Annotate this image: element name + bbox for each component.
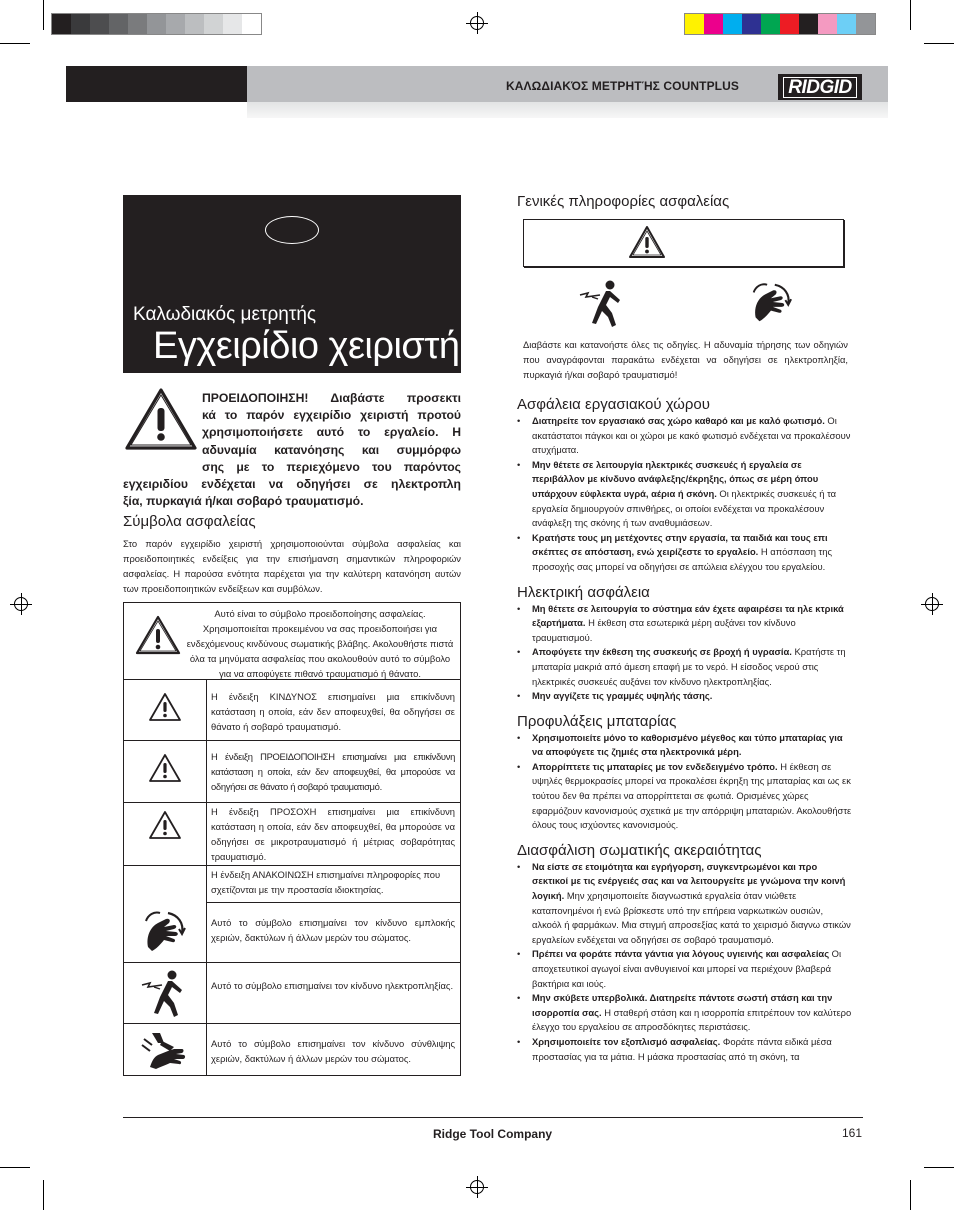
item-bold: Μην θέτετε σε λειτουργία ηλεκτρικές συσκευές ή εργαλεία σε περιβάλλον με κίνδυνο ανάφλεξης/έκρηξης, όπως σε μέρη όπου υπάρχουν εύφλεκτα υγρά, αέρια ή σκόνη. — [532, 458, 819, 499]
color-swatch — [818, 14, 837, 34]
item-bold: Πρέπει να φοράτε πάντα γάντια για λόγους υγιεινής και ασφαλείας — [532, 948, 830, 960]
crop-mark — [43, 0, 44, 30]
color-swatch — [780, 14, 799, 34]
section-heading: Διασφάλιση σωματικής ακεραιότητας — [517, 841, 762, 859]
entanglement-hand-icon — [746, 279, 794, 327]
crop-mark — [0, 43, 30, 44]
section-heading: Ασφάλεια εργασιακού χώρου — [517, 396, 710, 413]
section-list — [517, 860, 852, 1064]
ridgid-logo — [778, 74, 862, 100]
safety-section — [517, 584, 852, 704]
item-bold: Να είστε σε ετοιμότητα και εγρήγορση, συγκεντρωμένοι και προ σεκτικοί με τις ενέργειές σας και να λειτουργείτε με γνώμονα την κοινή λογική. — [532, 860, 846, 902]
danger-triangle-icon — [148, 692, 182, 722]
item-text: Η έκθεση στα εσωτερικά μέρη αυξάνει τον κίνδυνο τραυματισμού. — [532, 617, 796, 643]
color-swatch — [242, 14, 261, 34]
color-swatch — [109, 14, 128, 34]
logo-text: RIDGID — [783, 77, 857, 98]
crush-hand-icon — [138, 1027, 192, 1071]
registration-mark-bottom — [470, 1180, 484, 1194]
crop-mark — [43, 1180, 44, 1210]
header-black-block — [66, 66, 247, 102]
symbol-row-text: Αυτό είναι το σύμβολο προειδοποίησης ασφαλείας. Χρησιμοποιείται προκειμένου να σας προειδοποιήσει για ενδεχόμενους κινδύνους σωματικής βλάβης. Ακολουθήστε πιστά όλα τα μηνύματα ασφαλείας που ακολουθούν αυτό το σύμβολο για να αποφύγετε πιθανό τραυματισμό ή θάνατο. — [186, 608, 454, 679]
item-text: Η σταθερή στάση και η ισορροπία επιτρέπουν τον καλύτερο έλεγχο του εργαλείου σε απροσδόκητες περιστάσεις. — [532, 1006, 852, 1033]
symbols-table — [123, 602, 461, 1076]
item-bold: Διατηρείτε τον εργασιακό σας χώρο καθαρό και με καλό φωτισμό. — [532, 415, 825, 426]
color-swatch — [223, 14, 242, 34]
list-item — [517, 645, 852, 689]
warning-triangle-icon — [124, 386, 198, 452]
footer-rule — [123, 1117, 863, 1118]
item-text: Οι ηλεκτρικές συσκευές ή τα εργαλεία δημιουργούν σπινθήρες, οι οποίοι ενδέχεται να προκαλέσουν ανάφλεξη της σκόνης ή των αναθυμιάσεων. — [532, 487, 837, 529]
color-swatch — [90, 14, 109, 34]
section-list — [517, 602, 852, 704]
color-swatch — [723, 14, 742, 34]
header-shadow — [247, 102, 888, 118]
cover-title: Εγχειρίδιο χειριστή — [153, 325, 460, 367]
safety-section — [517, 713, 852, 833]
symbol-row-text: Η ένδειξη ΠΡΟΣΟΧΗ επισημαίνει μια επικίνδυνη κατάσταση η οποία, εάν δεν αποφευχθεί, θα μπορούσε να οδηγήσει σε μικροτραυματισμό ή μέτριας σοβαρότητας τραυματισμό. — [211, 806, 455, 862]
entanglement-hand-icon — [138, 907, 188, 957]
symbols-heading: Σύμβολα ασφαλείας — [123, 513, 256, 530]
list-item — [517, 731, 852, 760]
color-swatch — [166, 14, 185, 34]
cover-subtitle: Καλωδιακός μετρητής — [133, 304, 317, 325]
warning-triangle-icon — [148, 753, 182, 783]
item-bold: Απορρίπτετε τις μπαταρίες με τον ενδεδειγμένο τρόπο. — [532, 760, 778, 772]
symbol-row-text: Η ένδειξη ΠΡΟΕΙΔΟΠΟΙΗΣΗ επισημαίνει μια επικίνδυνη κατάσταση η οποία, εάν δεν αποφευχθεί, θα μπορούσε να οδηγήσει σε θάνατο ή σοβαρό τραυματισμό. — [211, 751, 455, 792]
color-swatch — [761, 14, 780, 34]
item-bold: Κρατήστε τους μη μετέχοντες στην εργασία, τα παιδιά και τους επι σκέπτες σε απόσταση, ενώ χειρίζεστε το εργαλείο. — [532, 531, 828, 558]
list-item — [517, 689, 852, 704]
crop-mark — [0, 1167, 30, 1168]
item-bold: Χρησιμοποιείτε μόνο το καθορισμένο μέγεθος και τύπο μπαταρίας για να αποφύγετε τις ζημιές στα ηλεκτρονικά μέρη. — [532, 731, 843, 758]
item-text: Μην χρησιμοποιείτε διαγνωστικά εργαλεία όταν νιώθετε καταπονημένοι ή ενώ βρίσκεστε υπό την επήρεια ναρκωτικών ουσιών, αλκοόλ ή φαρμάκων. Μια στιγμή απροσεξίας κατά το χειρισμό διαγνω στικών εργαλείων ενδέχεται να οδηγήσει σε σοβαρό τραυματισμό. — [532, 890, 851, 945]
list-item — [517, 414, 852, 458]
electric-shock-icon — [140, 967, 190, 1019]
registration-mark-left — [14, 597, 28, 611]
section-list — [517, 731, 852, 833]
warning-line: αδυναμία κατανόησης και συμμόρφω — [202, 442, 461, 457]
list-item — [517, 602, 852, 646]
caution-triangle-icon — [148, 810, 182, 840]
item-text: Φοράτε πάντα ειδικά μέσα προστασίας για τα μάτια. Η μάσκα προστασίας από τη σκόνη, τα — [532, 1035, 832, 1062]
electric-shock-icon — [576, 277, 630, 329]
sections-column — [517, 396, 852, 1064]
list-item — [517, 458, 852, 531]
list-item — [517, 947, 852, 991]
safety-section — [517, 842, 852, 1064]
color-swatch — [71, 14, 90, 34]
general-heading: Γενικές πληροφορίες ασφαλείας — [517, 193, 730, 210]
item-bold: Αποφύγετε την έκθεση της συσκευής σε βροχή ή υγρασία. — [532, 646, 792, 658]
warning-line: ξία, πυρκαγιά ή/και σοβαρό τραυματισμό. — [123, 494, 364, 509]
item-bold: Μη θέτετε σε λειτουργία το σύστημα εάν έχετε αφαιρέσει τα ηλε κτρικά εξαρτήματα. — [532, 602, 844, 629]
warning-line: κά το παρόν εγχειρίδιο χειριστή προτού — [202, 408, 461, 423]
symbols-intro: Στο παρόν εγχειρίδιο χειριστή χρησιμοποιούνται σύμβολα ασφαλείας και προειδοποιητικές ενδείξεις για την επισήμανση σημαντικών πληροφοριών ασφαλείας. Η παρούσα ενότητα παρέχεται για την καλύτερη κατανόηση αυτών των προειδοποιητικών ενδείξεων και συμβόλων. — [123, 538, 461, 594]
color-swatch — [837, 14, 856, 34]
list-item — [517, 991, 852, 1035]
header-title: ΚΑΛΩΔΙΑΚΌΣ ΜΕΤΡΗΤΉΣ COUNTPLUS — [506, 79, 739, 93]
footer-company: Ridge Tool Company — [433, 1127, 553, 1141]
item-text: Κρατήστε τη μπαταρία μακριά από άμεση επαφή με το νερό. Η είσοδος νερού στις ηλεκτρικές συσκευές αυξάνει τον κίνδυνο ηλεκτροπληξίας. — [532, 646, 846, 687]
warning-triangle-icon — [628, 225, 666, 259]
warning-line: χρησιμοποιήσετε αυτό το εργαλείο. Η — [202, 425, 461, 440]
list-item — [517, 531, 852, 575]
item-text: Οι ακατάστατοι πάγκοι και οι χώροι με κακό φωτισμό ενδέχεται να προκαλέσουν ατυχήματα. — [532, 415, 851, 456]
symbol-row-text: Η ένδειξη ΚΙΝΔΥΝΟΣ επισημαίνει μια επικίνδυνη κατάσταση η οποία, εάν δεν αποφευχθεί, θα οδηγήσει σε θάνατο ή σοβαρό τραυματισμό. — [211, 691, 455, 732]
warning-line: εγχειριδίου ενδέχεται να οδηγήσει σε ηλεκτροπλη — [123, 477, 461, 491]
gray-registration-bar — [51, 13, 262, 35]
color-swatch — [128, 14, 147, 34]
crop-mark — [910, 1180, 911, 1210]
warning-line: σης με το περιεχόμενο του παρόντος — [202, 459, 461, 474]
crop-mark — [924, 43, 954, 44]
symbol-row-text: Αυτό το σύμβολο επισημαίνει τον κίνδυνο εμπλοκής χεριών, δακτύλων ή άλλων μερών του σώματος. — [211, 917, 455, 943]
language-oval — [265, 216, 319, 244]
list-item — [517, 760, 852, 833]
item-bold: Μην σκύβετε υπερβολικά. Διατηρείτε πάντοτε σωστή στάση και την ισορροπία σας. — [532, 992, 833, 1018]
color-swatch — [685, 14, 704, 34]
item-bold: Μην αγγίζετε τις γραμμές υψηλής τάσης. — [532, 690, 713, 702]
general-intro: Διαβάστε και κατανοήστε όλες τις οδηγίες. Η αδυναμία τήρησης των οδηγιών που αναγράφονται παρακάτω ενδέχεται να οδηγήσει σε ηλεκτροπληξία, πυρκαγιά ή/και σοβαρό τραυματισμό! — [523, 339, 848, 380]
section-heading: Ηλεκτρική ασφάλεια — [517, 583, 650, 601]
list-item — [517, 860, 852, 948]
list-item — [517, 1035, 852, 1064]
warning-lead — [202, 390, 461, 476]
general-warning-box — [523, 219, 844, 267]
color-swatch — [52, 14, 71, 34]
crop-mark — [924, 1167, 954, 1168]
color-swatch — [799, 14, 818, 34]
item-text: Η απόσπαση της προσοχής σας μπορεί να οδηγήσει σε απώλεια ελέγχου του εργαλείου. — [532, 546, 832, 572]
color-swatch — [185, 14, 204, 34]
color-registration-bar — [684, 13, 876, 35]
color-swatch — [147, 14, 166, 34]
symbol-row-text: Η ένδειξη ΑΝΑΚΟΙΝΩΣΗ επισημαίνει πληροφορίες που σχετίζονται με την προστασία ιδιοκτησίας. — [211, 869, 441, 895]
crop-mark — [910, 0, 911, 30]
color-swatch — [856, 14, 875, 34]
warning-line: ΠΡΟΕΙΔΟΠΟΙΗΣΗ! Διαβάστε προσεκτι — [202, 391, 461, 405]
item-text: Οι αποχετευτικοί αγωγοί είναι ανθυγιεινοί και μπορεί να περιέχουν βλαβερά βακτήρια και ιούς. — [532, 948, 842, 989]
warning-tail — [123, 476, 461, 510]
safety-section — [517, 396, 852, 575]
symbol-row-text: Αυτό το σύμβολο επισημαίνει τον κίνδυνο σύνθλιψης χεριών, δακτύλων ή άλλων μερών του σώματος. — [211, 1038, 455, 1064]
symbol-row-text: Αυτό το σύμβολο επισημαίνει τον κίνδυνο ηλεκτροπληξίας. — [211, 980, 454, 991]
registration-mark-right — [925, 597, 939, 611]
color-swatch — [742, 14, 761, 34]
color-swatch — [204, 14, 223, 34]
registration-mark-top — [470, 16, 484, 30]
warning-triangle-icon — [135, 614, 181, 656]
item-bold: Χρησιμοποιείτε τον εξοπλισμό ασφαλείας. — [532, 1035, 721, 1047]
color-swatch — [704, 14, 723, 34]
item-text: Η έκθεση σε υψηλές θερμοκρασίες μπορεί να προκαλέσει έκρηξη της μπαταρίας και ως εκ τούτου δεν θα πρέπει να απορρίπτεται σε φωτιά. Ορισμένες χώρες εφαρμόζουν κανονισμούς σχετικά με την απόρριψη μπαταριών. Ακολουθήστε όλους τους ισχύοντες κανονισμούς. — [532, 760, 852, 831]
section-heading: Προφυλάξεις μπαταρίας — [517, 712, 677, 730]
section-list — [517, 414, 852, 575]
page-number: 161 — [842, 1126, 863, 1140]
